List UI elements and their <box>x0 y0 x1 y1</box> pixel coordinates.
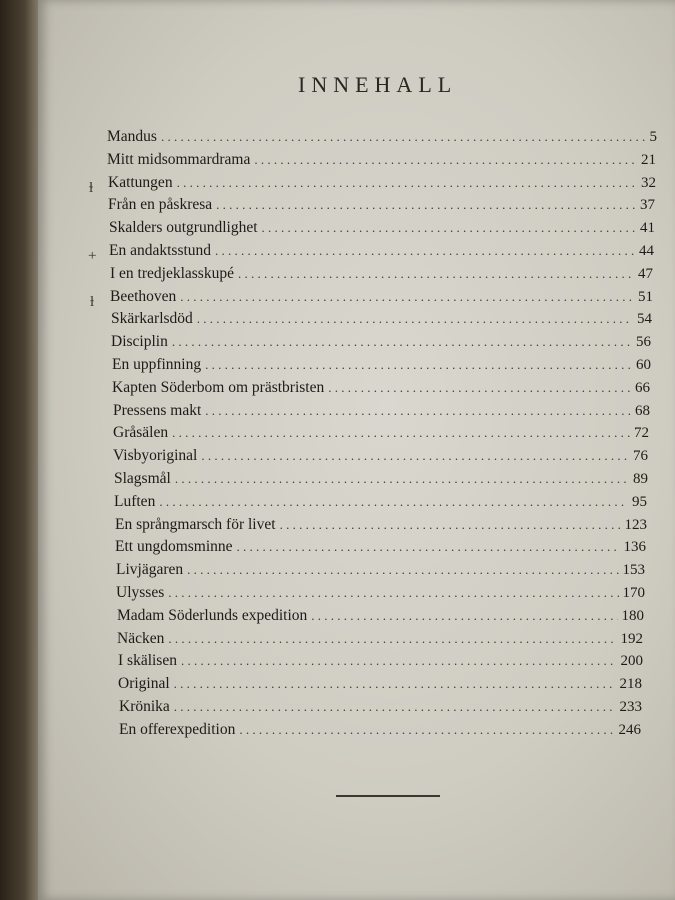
dot-leader <box>262 220 636 236</box>
closing-rule <box>336 795 440 797</box>
toc-entry-page-number: 47 <box>638 265 653 282</box>
dot-leader <box>174 676 616 692</box>
toc-entry <box>110 265 653 285</box>
dot-leader <box>168 585 618 601</box>
dot-leader <box>161 129 646 145</box>
toc-entry <box>118 675 642 695</box>
toc-entry-title: I skälisen <box>118 652 177 670</box>
pencil-mark-icon: + <box>88 248 97 264</box>
dot-leader <box>177 175 637 191</box>
dot-leader <box>280 517 621 533</box>
toc-entry-title: Pressens makt <box>113 401 202 419</box>
toc-entry <box>118 652 643 672</box>
toc-entry-title: Mandus <box>107 128 157 145</box>
toc-entry <box>109 219 655 239</box>
toc-entry-page-number: 192 <box>620 630 643 647</box>
toc-entry-page-number: 56 <box>636 334 651 351</box>
toc-entry-page-number: 32 <box>641 174 656 191</box>
toc-entry-page-number: 21 <box>641 151 656 168</box>
toc-entry-title: Krönika <box>119 698 170 715</box>
toc-entry <box>117 630 643 650</box>
toc-entry-title: Mitt midsommardrama <box>107 150 251 168</box>
dot-leader <box>237 539 620 555</box>
toc-entry-page-number: 54 <box>637 311 652 328</box>
toc-entry <box>109 242 654 262</box>
toc-entry <box>119 698 642 718</box>
toc-entry-title: Ulysses <box>116 584 165 601</box>
toc-entry-page-number: 37 <box>640 197 655 214</box>
toc-entry <box>107 128 657 148</box>
dot-leader <box>187 562 618 578</box>
toc-entry-title: Näcken <box>117 629 165 647</box>
toc-entry-title: Skalders outgrundlighet <box>109 219 258 237</box>
toc-entry-title: Madam Söderlunds expedition <box>117 606 308 624</box>
dot-leader <box>172 334 632 350</box>
toc-entry-page-number: 72 <box>634 425 649 442</box>
dot-leader <box>168 631 616 647</box>
toc-entry-title: En offerexpedition <box>119 720 236 738</box>
toc-entry-title: Livjägaren <box>116 561 184 579</box>
dot-leader <box>328 380 631 396</box>
dot-leader <box>215 243 635 259</box>
dot-leader <box>159 494 628 510</box>
toc-entry <box>117 607 644 627</box>
toc-entry-page-number: 153 <box>622 562 645 579</box>
dot-leader <box>197 311 633 327</box>
toc-entry <box>112 356 651 376</box>
toc-entry-page-number: 68 <box>635 402 650 419</box>
toc-entry <box>114 493 647 513</box>
page-title: INNEHALL <box>298 72 458 97</box>
toc-entry <box>115 516 647 536</box>
toc-entry-title: En uppfinning <box>112 356 202 373</box>
pencil-mark-icon: ɫ <box>89 180 94 196</box>
toc-entry <box>113 424 649 444</box>
toc-entry <box>113 447 648 467</box>
toc-entry-page-number: 89 <box>633 471 648 487</box>
dot-leader <box>181 653 617 669</box>
dot-leader <box>216 197 636 213</box>
toc-entry-title: En andaktsstund <box>109 242 212 259</box>
dot-leader <box>201 448 629 464</box>
toc-entry-title: Ett ungdomsminne <box>115 538 233 556</box>
toc-entry <box>108 174 656 194</box>
toc-entry <box>111 333 651 353</box>
dot-leader <box>238 266 634 282</box>
toc-entry <box>110 288 653 308</box>
toc-entry-page-number: 5 <box>649 129 657 145</box>
toc-entry-title: Kattungen <box>108 173 173 191</box>
toc-entry-page-number: 66 <box>635 379 650 396</box>
dot-leader <box>205 403 631 419</box>
toc-entry <box>111 310 652 330</box>
toc-entry-title: Från en påskresa <box>108 196 213 214</box>
dot-leader <box>172 425 630 441</box>
toc-entry-page-number: 246 <box>618 721 641 738</box>
toc-entry <box>107 151 656 171</box>
toc-entry <box>112 379 650 399</box>
dot-leader <box>239 722 614 738</box>
toc-entry-page-number: 180 <box>621 607 644 624</box>
toc-entry-page-number: 51 <box>638 288 653 305</box>
toc-entry-title: Slagsmål <box>114 470 171 487</box>
toc-entry-title: Original <box>118 675 170 693</box>
toc-entry-page-number: 60 <box>636 357 651 373</box>
toc-entry-page-number: 218 <box>619 676 642 693</box>
toc-entry-page-number: 123 <box>624 516 647 533</box>
toc-entry-title: I en tredjeklasskupé <box>110 264 234 282</box>
toc-entry-page-number: 200 <box>620 653 643 670</box>
toc-entry <box>116 561 645 581</box>
toc-entry <box>113 402 650 422</box>
toc-entry-title: Luften <box>114 492 156 510</box>
dot-leader <box>205 357 632 373</box>
toc-entry <box>115 538 646 558</box>
toc-entry-page-number: 76 <box>633 448 648 465</box>
toc-entry-title: Visbyoriginal <box>113 447 198 465</box>
toc-entry-page-number: 44 <box>639 243 654 259</box>
toc-entry <box>116 584 645 604</box>
toc-entry-page-number: 170 <box>622 585 645 601</box>
toc-entry-title: Disciplin <box>111 333 168 351</box>
toc-entry-page-number: 233 <box>619 699 642 715</box>
toc-entry <box>114 470 648 490</box>
toc-entry <box>119 721 641 741</box>
toc-entry-title: Beethoven <box>110 287 177 305</box>
toc-entry <box>108 196 655 216</box>
dot-leader <box>254 152 637 168</box>
toc-entry-title: En språngmarsch för livet <box>115 515 276 533</box>
dot-leader <box>180 289 634 305</box>
dot-leader <box>174 699 616 715</box>
toc-entry-title: Gråsälen <box>113 424 169 442</box>
pencil-mark-icon: ƚ <box>90 294 95 310</box>
toc-entry-page-number: 41 <box>640 220 655 237</box>
toc-entry-title: Skärkarlsdöd <box>111 310 193 328</box>
toc-entry-title: Kapten Söderbom om prästbristen <box>112 378 325 396</box>
toc-entry-page-number: 95 <box>632 493 647 510</box>
dot-leader <box>175 471 629 487</box>
toc-entry-page-number: 136 <box>623 539 646 556</box>
dot-leader <box>311 608 617 624</box>
